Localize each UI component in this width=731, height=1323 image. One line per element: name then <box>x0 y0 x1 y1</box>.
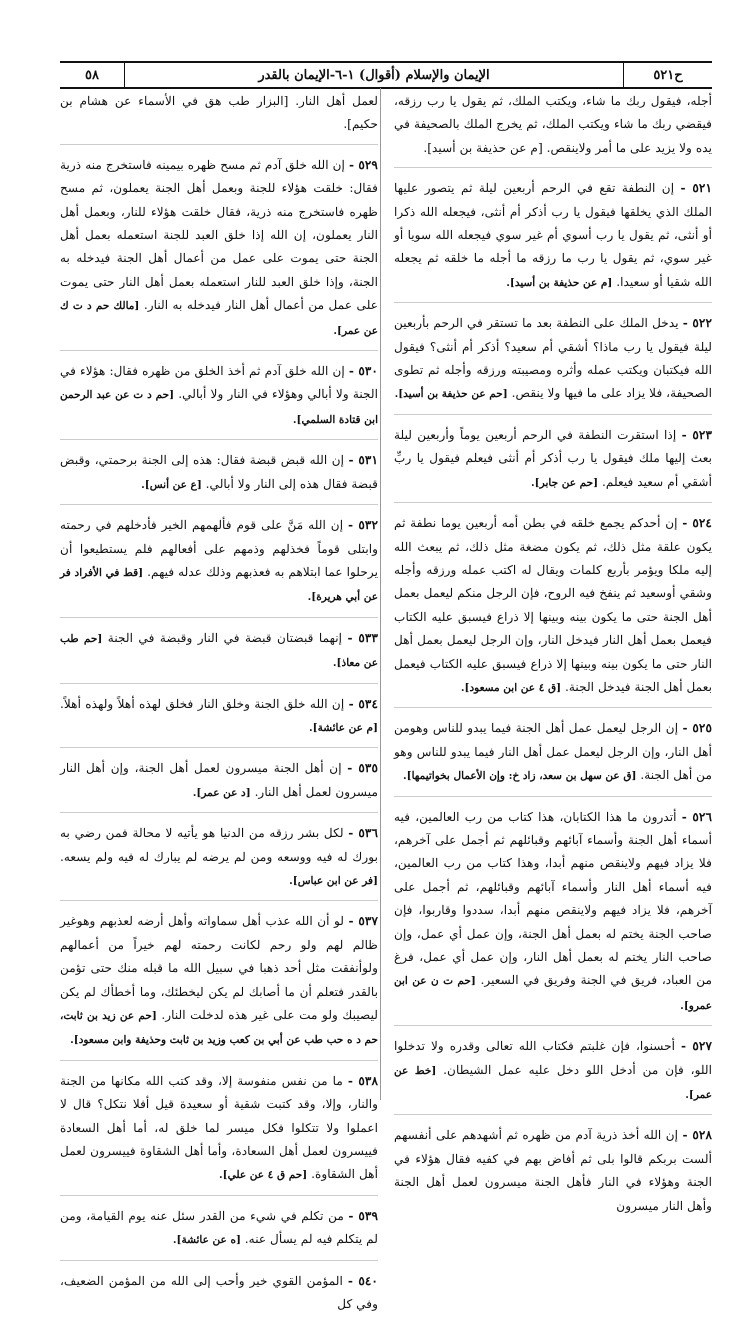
entry-number: ٥٣٧ - <box>348 914 378 929</box>
entry-source: [خط عن عمر]. <box>394 1064 712 1102</box>
entry-source: [فر عن ابن عباس]. <box>289 874 378 887</box>
entry-number: ٥٢١ - <box>680 181 712 196</box>
entry-source: [ع عن أنس]. <box>141 478 202 491</box>
continuation-text <box>60 90 378 145</box>
entry-source: [حم طب عن معاذ]. <box>60 632 378 670</box>
entry-text: أحسنوا، فإن غلبتم فكتاب الله تعالى وقدره ولا تدخلوا اللو، فإن من أدخل اللو دخل عليه عمل الشيطان. <box>394 1039 712 1077</box>
page-header <box>60 61 712 89</box>
entry-number: ٥٣١ - <box>348 453 378 468</box>
entry-number: ٥٢٢ - <box>682 316 713 331</box>
left-column <box>60 90 379 1312</box>
entry-text: من تكلم في شيء من القدر سئل عنه يوم القيامة، ومن لم يتكلم فيه لم يسأل عنه. <box>60 1208 378 1247</box>
hadith-entry <box>60 1070 378 1196</box>
entry-source: [ه عن عائشة]. <box>172 1234 241 1247</box>
entry-text: إن الله قبض قبضة فقال: هذه إلى الجنة برحمتي، وقبض قبضة فقال هذه إلى النار ولا أبالي. <box>60 453 378 491</box>
entry-number: ٥٢٨ - <box>682 1128 713 1143</box>
entry-number: ٥٣٠ - <box>348 364 378 379</box>
page-number: ٥٨ <box>85 67 99 83</box>
hadith-entry <box>60 360 378 440</box>
entry-source: [حم د ت عن عبد الرحمن ابن قتادة السلمي]. <box>60 389 378 426</box>
hadith-entry <box>394 806 712 1027</box>
entry-number: ٥٣٢ - <box>348 518 379 533</box>
entry-text: إن أحدكم يجمع خلقه في بطن أمه أربعين يوما نطفة ثم يكون علقة مثل ذلك، ثم يكون مضغة مثل ذلك، ثم يبعث الله إليه ملكا ويؤمر بأربع كلمات ويقال له اكتب عمله ورزقه وأجله وشقي أوسعيد ثم ينفخ فيه الروح، فإن الرجل منكم ليعمل بعمل أهل الجنة حتى ما يكون بينه وبينها إلا ذراع فيسبق عليه الكتاب فيعمل بعمل أهل النار فيدخل النار، وإن الرجل ليعمل بعمل أهل النار حتى ما يكون بينه وبينها إلا ذراع فيسبق عليه الكتاب فيعمل بعمل أهل الجنة فيدخل الجنة. <box>394 516 712 694</box>
entry-source: [حم عن جابر]. <box>531 476 599 489</box>
hadith-entry <box>394 717 712 796</box>
entry-text: إن أهل الجنة ميسرون لعمل أهل الجنة، وإن أهل النار ميسرون لعمل أهل النار. <box>60 761 378 799</box>
entry-number: ٥٢٤ - <box>682 516 712 531</box>
entry-number: ٥٣٩ - <box>348 1208 379 1223</box>
entry-source: [م عن حذيفة بن أسيد]. <box>423 140 543 155</box>
entry-text: إن الله خلق آدم ثم أخذ الخلق من ظهره فقال: هؤلاء في الجنة ولا أبالي وهؤلاء في النار ولا أبالي. <box>60 364 379 402</box>
entry-number: ٥٣٨ - <box>347 1073 378 1088</box>
entry-text: إن الله أخذ ذرية آدم من ظهره ثم أشهدهم على أنفسهم ألست بربكم قالوا بلى ثم أفاض بهم في كفيه فقال هؤلاء في الجنة وهؤلاء في النار فأهل الجنة ميسرون لعمل أهل الجنة وأهل النار ميسرون <box>394 1128 712 1213</box>
entry-number: ٥٢٧ - <box>681 1039 712 1054</box>
entry-source: [ق عن سهل بن سعد، زاد خ: وإن الأعمال بخواتيمها]. <box>402 770 637 783</box>
hadith-entry <box>60 1270 378 1323</box>
entry-source: [حم ق ٤ عن علي]. <box>218 1169 308 1182</box>
hadith-entry <box>60 910 378 1060</box>
hadith-entry <box>60 154 378 351</box>
entry-text: إنهما قبضتان قبضة في النار وقبضة في الجنة <box>107 630 343 645</box>
entry-number: ٥٢٦ - <box>681 809 712 824</box>
entry-number: ٥٣٣ - <box>347 630 379 645</box>
hadith-entry <box>60 449 378 505</box>
entry-text: لكل بشر رزقه من الدنيا هو يأتيه لا محالة فمن رضي به بورك له فيه ووسعه ومن لم يرضه لم يبارك له فيه ولم يسعه. <box>60 826 378 864</box>
hadith-entry <box>60 1205 378 1261</box>
entry-text: يدخل الملك على النطفة بعد ما تستقر في الرحم بأربعين ليلة فيقول يا رب ماذا؟ أشقي أم سعيد؟ أذكر أم أنثى؟ فيقول الله فيكتبان ويكتب عمله وأثره ومصيبته ورزقه وأجله ثم تطوى الصحيفة، فلا يزاد على ما فيها ولا ينقص. <box>394 316 712 401</box>
continuation-text <box>394 90 712 168</box>
entry-text: إن الرجل ليعمل عمل أهل الجنة فيما يبدو للناس وهومن أهل النار، وإن الرجل ليعمل عمل أهل النار فيما يبدو للناس وهو من أهل الجنة. <box>394 721 712 783</box>
right-column <box>394 90 713 1213</box>
entry-source: [البزار طب هق في الأسماء عن هشام بن حكيم]. <box>60 94 378 132</box>
entry-source: [ق ٤ عن ابن مسعود]. <box>460 681 562 694</box>
entry-text: لو أن الله عذب أهل سماواته وأهل أرضه لعذبهم وهوغير ظالم لهم ولو رحم لكانت رحمته لهم خيراً من أعمالهم ولوأنفقت مثل أحد ذهبا في سبيل الله ما قبله منك حتى تؤمن بالقدر فتعلم أن ما أصابك لم يكن ليخطئك، وما أخطأك لم يكن ليصيبك ولو مت على غير هذه لدخلت النار. <box>60 914 379 1022</box>
entry-number: ٥٣٦ - <box>348 826 378 841</box>
entry-source: [حم عن زيد بن ثابت، حم د ه حب طب عن أبي بن كعب وزيد بن ثابت وحذيفة وابن مسعود]. <box>60 1010 378 1047</box>
entry-number: ٥٢٥ - <box>682 721 712 736</box>
entry-text: أتدرون ما هذا الكتابان، هذا كتاب من رب العالمين، فيه أسماء أهل الجنة وأسماء آبائهم وقبائلهم ثم أجمل على آخرهم، فلا يزاد فيهم ولاينقص منهم أبدا، وهذا كتاب من رب العالمين، فيه أسماء أهل النار وأسماء آبائهم وقبائلهم، ثم أجمل على آخرهم، فلا يزاد فيهم ولاينقص منهم أبدا، سددوا وقاربوا، فإن صاحب الجنة يختم له بعمل أهل الجنة، وإن عمل أي عمل، وإن صاحب النار يختم له بعمل أهل النار، وإن عمل أي عمل، فرغ من العباد، فريق في الجنة وفريق في السعير. <box>394 809 713 988</box>
entry-text: لعمل أهل النار. <box>295 94 378 108</box>
entry-source: [م عن حذيفة بن أسيد]. <box>506 276 613 289</box>
entry-source: [م عن عائشة]. <box>308 721 378 734</box>
entry-text: إن الله خلق آدم ثم مسح ظهره بيمينه فاستخرج منه ذرية فقال: خلقت هؤلاء للجنة وبعمل أهل الجنة يعملون، ثم مسح ظهره فاستخرج منه ذرية، فقال خلقت هؤلاء للنار، وبعمل أهل النار يعملون، إن الله إذا خلق العبد للجنة استعمله بعمل أهل الجنة حتى يموت على عمل من أعمال أهل الجنة فيدخله به الجنة، وإذا خلق العبد للنار استعمله بعمل أهل النار حتى يموت على عمل من أعمال أهل النار فيدخله به النار. <box>60 157 379 313</box>
hadith-entry <box>394 312 712 415</box>
entry-number: ٥٢٣ - <box>681 427 712 442</box>
page-marker: ح٥٢١ <box>623 63 712 87</box>
entry-number: ٥٣٤ - <box>348 696 379 711</box>
entry-text: أجله، فيقول ربك ما شاء، ويكتب الملك، ثم يقول يا رب رزقه، فيقضي ربك ما شاء ويكتب الملك، ثم يخرج الملك بالصحيفة في يده ولا يزيد على ما أمر ولاينقص. <box>394 94 712 155</box>
entry-text: ما من نفس منفوسة إلا، وقد كتب الله مكانها من الجنة والنار، وإلا، وقد كتبت شقية أو سعيدة قيل أفلا نتكل؟ قال لا اعملوا ولا تتكلوا فكل ميسر لما خلق له، أما أهل السعادة فييسرون لعمل أهل السعادة، وأما أهل الشقاوة فييسرون لعمل أهل الشقاوة. <box>60 1073 378 1182</box>
entry-source: [قط في الأفراد فر عن أبي هريرة]. <box>60 566 378 604</box>
hadith-entry <box>60 822 378 901</box>
hadith-entry <box>60 693 378 749</box>
entry-text: إن النطفة تقع في الرحم أربعين ليلة ثم يتصور عليها الملك الذي يخلقها فيقول يا رب أذكر أم أنثى، فيجعله الله ذكرا أو أنثى، ثم يقول يا رب أسوي أم غير سوي فيجعله الله سويا أو غير سوي، ثم يقول يا رب ما رزقه ما أجله ما خلقه ثم يجعله الله شقيا أو سعيدا. <box>394 181 712 289</box>
hadith-entry <box>60 757 378 813</box>
entry-source: [مالك حم د ت ك عن عمر]. <box>60 300 378 337</box>
hadith-entry <box>394 1035 712 1115</box>
entry-text: إذا استقرت النطفة في الرحم أربعين يوماً وأربعين ليلة بعث إليها ملك فيقول يا رب أذكر أم أنثى فيعلم فيقول يا ربِّ أشقي أم سعيد فيعلم. <box>394 427 712 489</box>
hadith-entry <box>60 514 378 618</box>
hadith-entry <box>60 627 378 684</box>
hadith-entry <box>394 1124 712 1225</box>
column-divider <box>380 88 381 1100</box>
hadith-entry <box>394 512 712 708</box>
entry-source: [د عن عمر]. <box>192 786 251 799</box>
entry-text: المؤمن القوي خير وأحب إلى الله من المؤمن الضعيف، وفي كل <box>60 1273 378 1312</box>
entry-text: إن الله خلق الجنة وخلق النار فخلق لهذه أهلاً ولهذه أهلاً. <box>60 696 345 711</box>
entry-number: ٥٤٠ - <box>347 1273 378 1288</box>
hadith-entry <box>394 177 712 303</box>
hadith-entry <box>394 424 712 503</box>
entry-source: [حم عن حذيفة بن أسيد]. <box>394 388 508 401</box>
entry-number: ٥٣٥ - <box>347 761 379 776</box>
entry-text: إن الله مَنَّ على قوم فألهمهم الخير فأدخلهم في رحمته وابتلى قوماً فخذلهم وذمهم على أفعالهم فلم يستطيعوا أن يرحلوا عما ابتلاهم به فعذبهم وذلك عدله فيهم. <box>60 518 378 579</box>
running-title: الإيمان والإسلام (أقوال) ١-٦-الإيمان بالقدر <box>124 63 623 87</box>
entry-number: ٥٢٩ - <box>348 157 378 172</box>
entry-source: [حم ت ن عن ابن عمرو]. <box>394 975 712 1012</box>
